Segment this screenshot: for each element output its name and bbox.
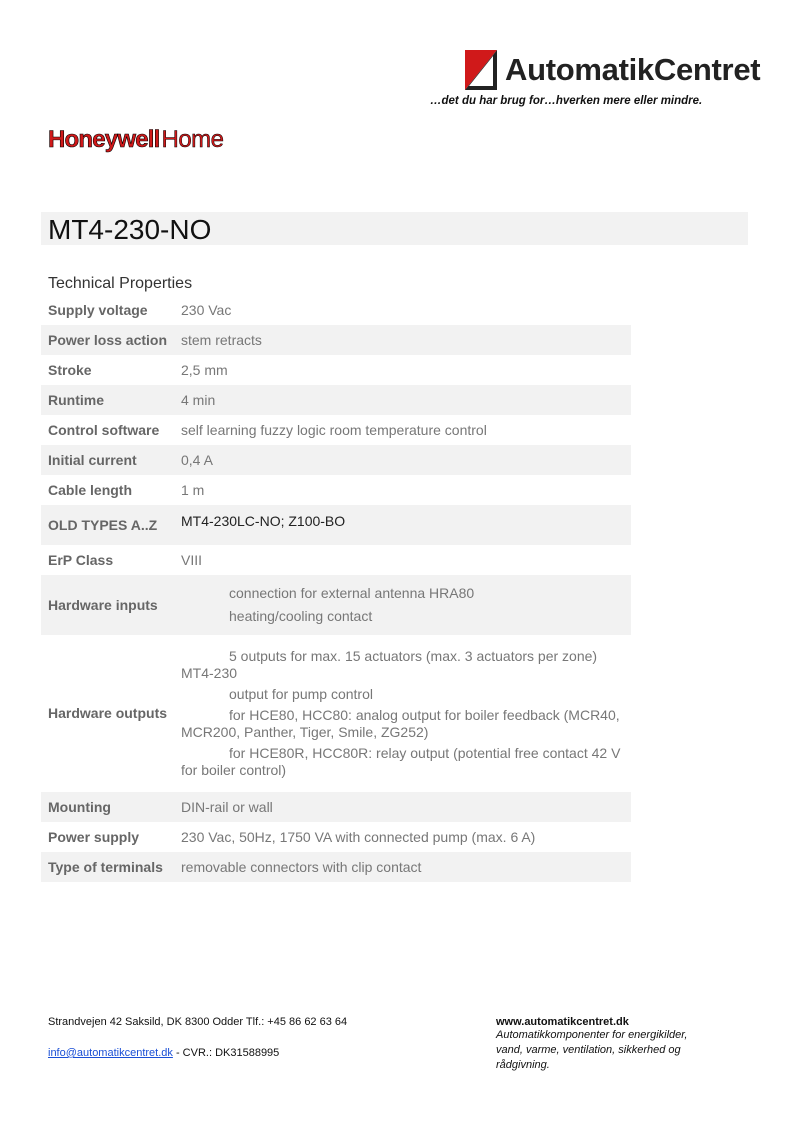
property-value <box>181 635 631 792</box>
footer-address: Strandvejen 42 Saksild, DK 8300 Odder Tlf.: +45 86 62 63 64 <box>48 1016 348 1028</box>
table-row <box>41 852 631 882</box>
property-value: removable connectors with clip contact <box>181 858 422 875</box>
property-label: Power supply <box>48 828 140 845</box>
footer-description-line: rådgivning. <box>496 1059 550 1071</box>
table-row <box>41 295 631 325</box>
footer-company-info <box>496 1016 711 1073</box>
property-value: 4 min <box>181 391 216 408</box>
manufacturer-suffix: Home <box>161 126 224 153</box>
red-triangle-logo-icon <box>463 48 499 92</box>
property-value: 230 Vac <box>181 301 232 318</box>
property-value: 230 Vac, 50Hz, 1750 VA with connected pump (max. 6 A) <box>181 828 536 845</box>
property-label: Stroke <box>48 361 92 378</box>
property-value: MT4-230LC-NO; Z100-BO <box>181 513 346 529</box>
property-value <box>181 575 631 635</box>
page-title: MT4-230-NO <box>48 214 212 245</box>
property-label: Initial current <box>48 451 137 468</box>
property-value: 1 m <box>181 481 205 498</box>
table-row <box>41 545 631 575</box>
property-label: Hardware outputs <box>48 705 168 721</box>
table-row <box>41 822 631 852</box>
property-label: Hardware inputs <box>48 596 158 613</box>
property-label: Power loss action <box>48 331 168 348</box>
table-row <box>41 325 631 355</box>
property-label: Runtime <box>48 391 104 408</box>
property-label: Control software <box>48 421 160 438</box>
list-item: 5 outputs for max. 15 actuators (max. 3 actuators per zone) MT4-230 <box>181 648 598 681</box>
property-label: Supply voltage <box>48 301 148 318</box>
table-row <box>41 475 631 505</box>
brand-name: AutomatikCentret <box>505 52 761 87</box>
property-label: Cable length <box>48 481 133 498</box>
list-item: output for pump control <box>229 686 373 702</box>
property-value: stem retracts <box>181 331 262 348</box>
list-item: for HCE80, HCC80: analog output for boiler feedback (MCR40, MCR200, Panther, Tiger, Smile, ZG252) <box>181 707 620 740</box>
properties-table <box>41 295 631 882</box>
property-label: Mounting <box>48 798 111 815</box>
property-value: DIN-rail or wall <box>181 798 273 815</box>
footer-contact <box>48 1016 347 1059</box>
footer-description-line: Automatikkomponenter for energikilder, <box>496 1029 688 1041</box>
tagline: …det du har brug for…hverken mere eller mindre. <box>430 95 703 107</box>
property-value: 0,4 A <box>181 451 213 468</box>
property-value: VIII <box>181 551 203 568</box>
table-row <box>41 385 631 415</box>
footer-description-line: vand, varme, ventilation, sikkerhed og <box>496 1044 681 1056</box>
list-item: for HCE80R, HCC80R: relay output (potential free contact 42 V for boiler control) <box>181 745 621 778</box>
list-item: heating/cooling contact <box>229 608 373 624</box>
property-value: self learning fuzzy logic room temperature control <box>181 421 487 438</box>
property-label: Type of terminals <box>48 858 163 875</box>
property-label: ErP Class <box>48 551 114 568</box>
footer-description <box>496 1028 711 1073</box>
property-value: 2,5 mm <box>181 361 228 378</box>
table-row <box>41 792 631 822</box>
product-title-bar <box>41 212 748 245</box>
footer-cvr: - CVR.: DK31588995 <box>172 1047 280 1059</box>
manufacturer-name: Honeywell <box>48 126 160 153</box>
table-row <box>41 505 631 545</box>
table-row <box>41 355 631 385</box>
property-label: OLD TYPES A..Z <box>48 516 158 533</box>
table-row <box>41 415 631 445</box>
table-row <box>41 575 631 635</box>
list-item: connection for external antenna HRA80 <box>229 585 475 601</box>
footer-email-line <box>48 1047 347 1059</box>
section-title: Technical Properties <box>48 275 193 292</box>
table-row <box>41 445 631 475</box>
website-link[interactable]: www.automatikcentret.dk <box>496 1016 629 1028</box>
automatikcentret-logo <box>463 48 760 92</box>
email-link[interactable]: info@automatikcentret.dk <box>48 1047 173 1059</box>
table-row <box>41 635 631 792</box>
honeywell-home-logo <box>48 126 224 153</box>
